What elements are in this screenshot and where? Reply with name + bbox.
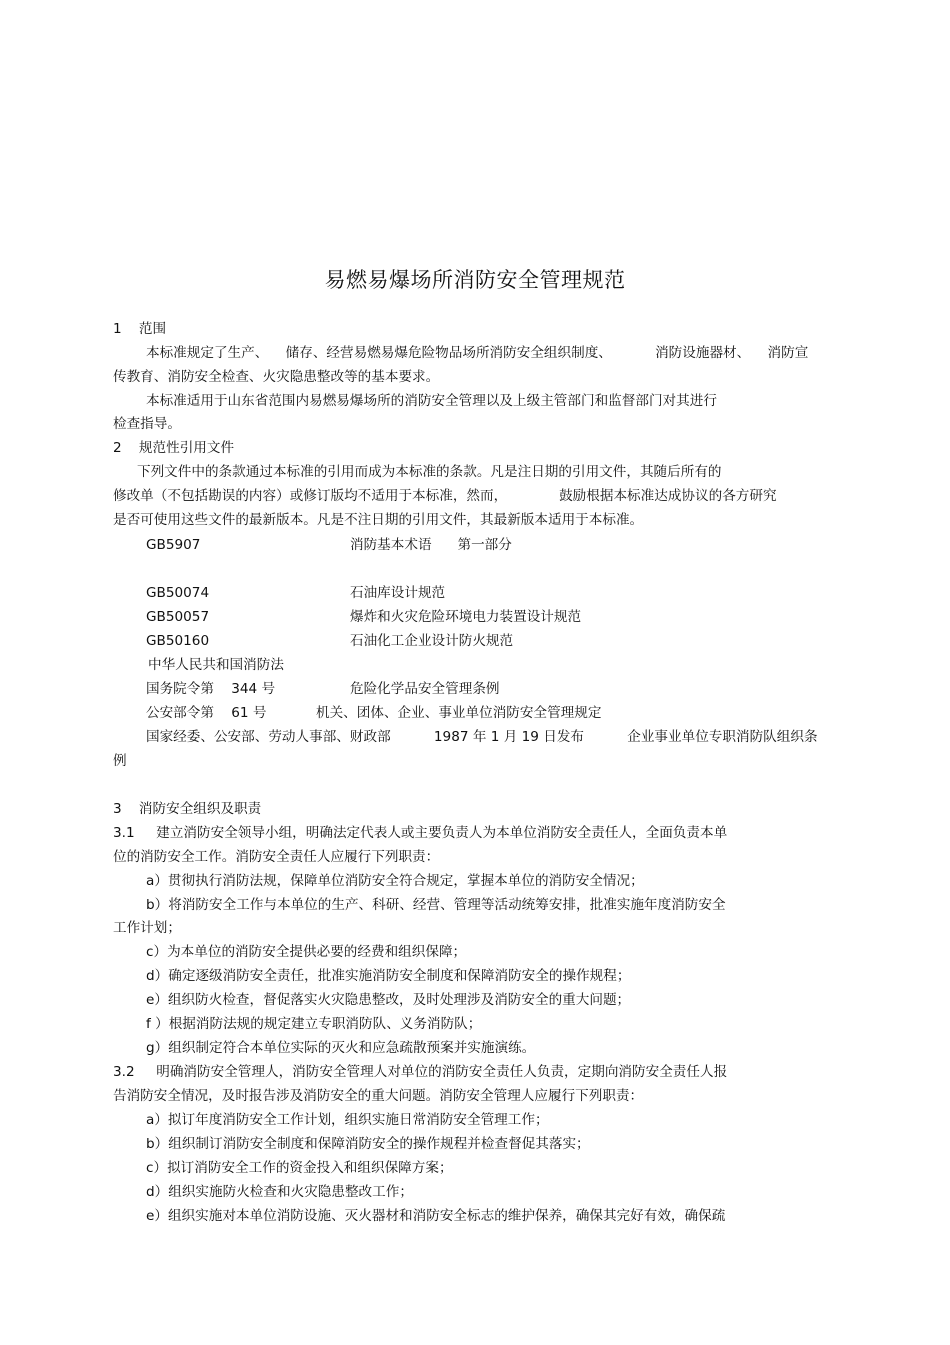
- list-item: e）组织防火检查，督促落实火灾隐患整改，及时处理涉及消防安全的重大问题；: [146, 992, 631, 1008]
- reference-decree: 公安部令第 61 号: [146, 705, 267, 721]
- list-item: b）将消防安全工作与本单位的生产、科研、经营、管理等活动统筹安排，批准实施年度消防安全: [146, 897, 726, 913]
- list-item: f ）根据消防法规的规定建立专职消防队、义务消防队；: [146, 1016, 482, 1032]
- reference-name: 石油库设计规范: [350, 585, 446, 601]
- list-item: g）组织制定符合本单位实际的灭火和应急疏散预案并实施演练。: [146, 1040, 536, 1056]
- paragraph-line: 工作计划；: [113, 920, 181, 936]
- section-heading-scope: 1 范围: [113, 321, 167, 337]
- reference-code: GB50160: [146, 633, 210, 649]
- reference-code: GB50057: [146, 609, 210, 625]
- paragraph-line: 本标准适用于山东省范围内易燃易爆场所的消防安全管理以及上级主管部门和监督部门对其进行: [146, 393, 717, 409]
- paragraph-line: 下列文件中的条款通过本标准的引用而成为本标准的条款。凡是注日期的引用文件，其随后所有的: [137, 464, 722, 480]
- list-item: c）为本单位的消防安全提供必要的经费和组织保障；: [146, 944, 467, 960]
- paragraph-line: 修改单（不包括勘误的内容）或修订版均不适用于本标准，然而， 鼓励根据本标准达成协议的各方研究: [113, 488, 777, 504]
- reference-law: 中华人民共和国消防法: [148, 657, 284, 673]
- section-heading-organization: 3 消防安全组织及职责: [113, 801, 262, 817]
- section-heading-references: 2 规范性引用文件: [113, 440, 235, 456]
- list-item: c）拟订消防安全工作的资金投入和组织保障方案；: [146, 1160, 453, 1176]
- reference-decree: 国家经委、公安部、劳动人事部、财政部 1987 年 1 月 19 日发布 企业事业单位专职消防队组织条: [146, 729, 818, 745]
- paragraph-line: 检查指导。: [113, 416, 181, 432]
- list-item: a）贯彻执行消防法规，保障单位消防安全符合规定，掌握本单位的消防安全情况；: [146, 873, 644, 889]
- paragraph-line: 本标准规定了生产、 储存、经营易燃易爆危险物品场所消防安全组织制度、 消防设施器材、 消防宣: [146, 345, 809, 361]
- paragraph-line: 例: [113, 753, 127, 769]
- paragraph-line: 位的消防安全工作。消防安全责任人应履行下列职责：: [113, 849, 440, 865]
- reference-code: GB5907: [146, 537, 201, 553]
- reference-name: 危险化学品安全管理条例: [350, 681, 500, 697]
- reference-name: 爆炸和火灾危险环境电力装置设计规范: [350, 609, 582, 625]
- paragraph-line: 传教育、消防安全检查、火灾隐患整改等的基本要求。: [113, 369, 440, 385]
- paragraph-line: 3.1 建立消防安全领导小组，明确法定代表人或主要负责人为本单位消防安全责任人，全面负责本单: [113, 825, 728, 841]
- paragraph-line: 是否可使用这些文件的最新版本。凡是不注日期的引用文件，其最新版本适用于本标准。: [113, 512, 644, 528]
- list-item: d）确定逐级消防安全责任，批准实施消防安全制度和保障消防安全的操作规程；: [146, 968, 631, 984]
- paragraph-line: 3.2 明确消防安全管理人，消防安全管理人对单位的消防安全责任人负责，定期向消防安全责任人报: [113, 1064, 728, 1080]
- reference-name: 消防基本术语 第一部分: [350, 537, 512, 553]
- reference-name: 石油化工企业设计防火规范: [350, 633, 514, 649]
- document-title: 易燃易爆场所消防安全管理规范: [324, 268, 626, 292]
- reference-name: 机关、团体、企业、事业单位消防安全管理规定: [316, 705, 602, 721]
- list-item: e）组织实施对本单位消防设施、灭火器材和消防安全标志的维护保养，确保其完好有效，确保疏: [146, 1208, 726, 1224]
- list-item: a）拟订年度消防安全工作计划，组织实施日常消防安全管理工作；: [146, 1112, 549, 1128]
- reference-code: GB50074: [146, 585, 210, 601]
- reference-decree: 国务院令第 344 号: [146, 681, 276, 697]
- list-item: d）组织实施防火检查和火灾隐患整改工作；: [146, 1184, 413, 1200]
- list-item: b）组织制订消防安全制度和保障消防安全的操作规程并检查督促其落实；: [146, 1136, 590, 1152]
- paragraph-line: 告消防安全情况，及时报告涉及消防安全的重大问题。消防安全管理人应履行下列职责：: [113, 1088, 644, 1104]
